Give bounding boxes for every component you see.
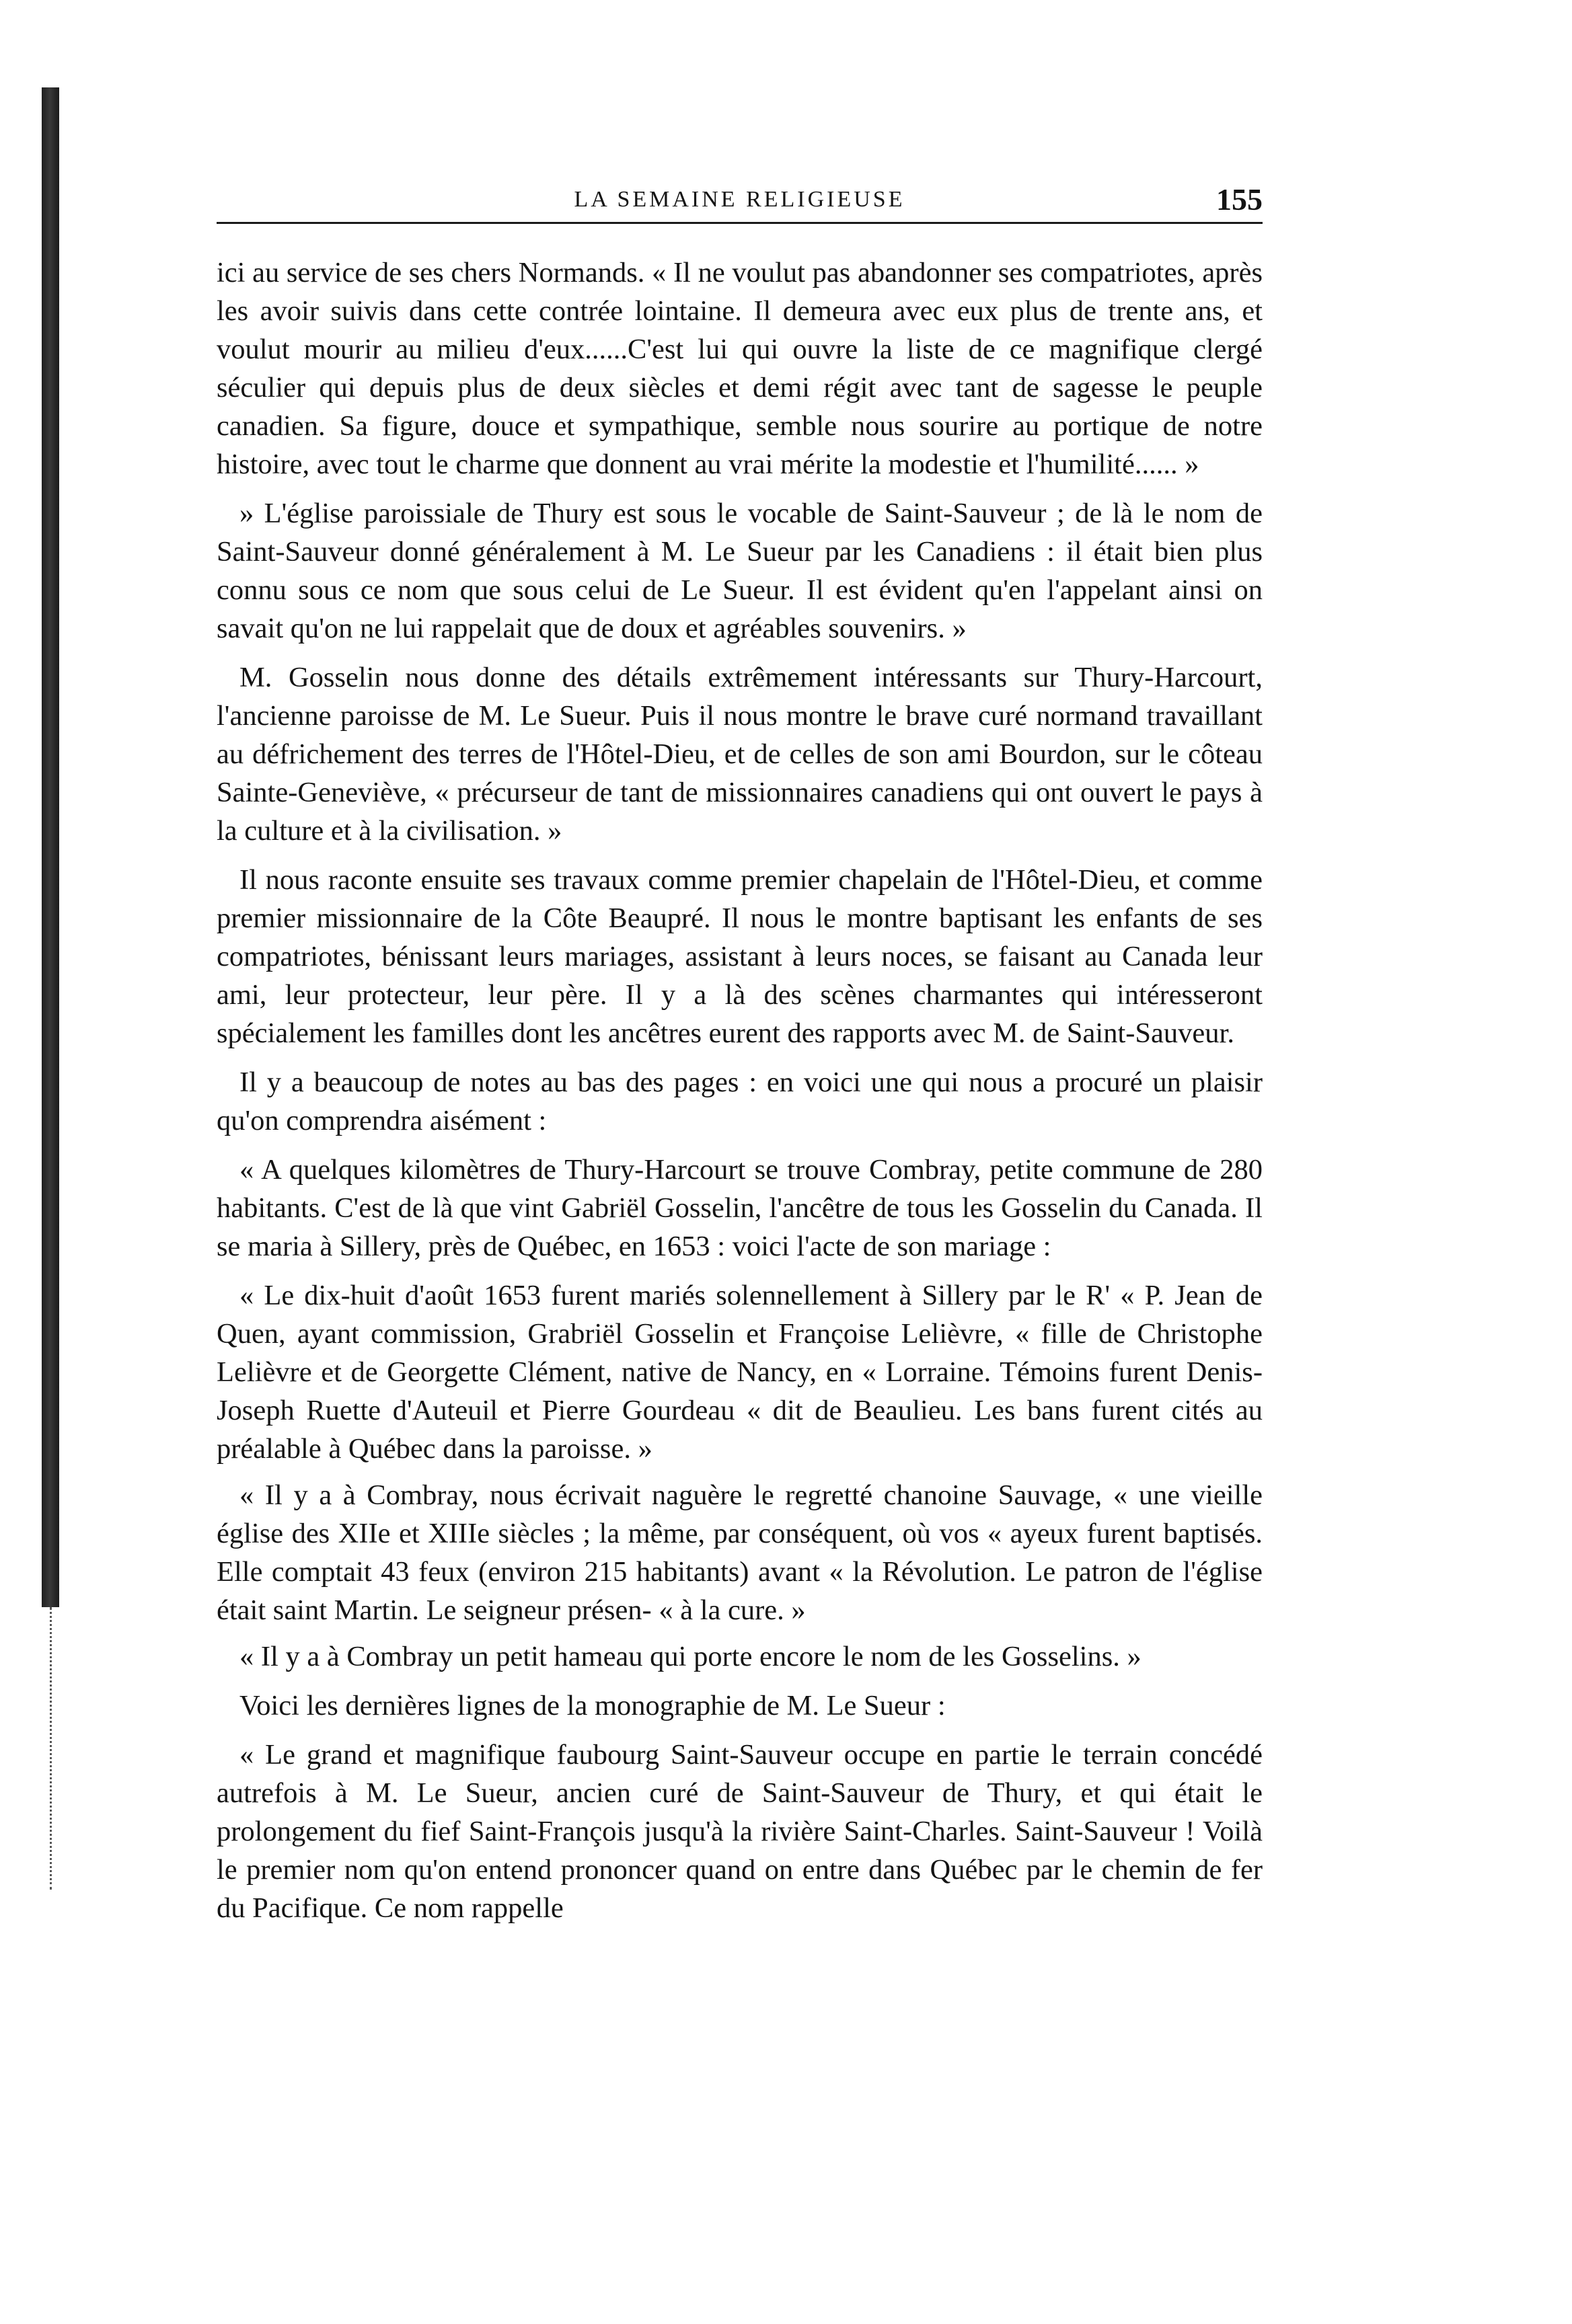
page-number: 155 — [1216, 182, 1263, 217]
paragraph: « Il y a à Combray un petit hameau qui porte encore le nom de les Gosselins. » — [239, 1641, 1141, 1672]
paragraph: Il y a beaucoup de notes au bas des pages : en voici une qui nous a procuré un plaisir qu'on comprendra aisément : — [217, 1067, 1263, 1136]
paragraph: Il nous raconte ensuite ses travaux comme premier chapelain de l'Hôtel-Dieu, et comme premier missionnaire de la Côte Beaupré. Il nous le montre baptisant les enfants de ses compatriotes, bénissant leurs mariages, assistant à leurs noces, se faisant au Canada leur ami, leur protecteur, leur père. Il y a là des scènes charmantes qui intéresseront spécialement les familles dont les ancêtres eurent des rapports avec M. de Saint-Sauveur. — [217, 864, 1263, 1049]
paragraph: M. Gosselin nous donne des détails extrêmement intéressants sur Thury-Harcourt, l'ancienne paroisse de M. Le Sueur. Puis il nous montre le brave curé normand travaillant au défrichement des terres de l'Hôtel-Dieu, et de celles de son ami Bourdon, sur le côteau Sainte-Geneviève, « précurseur de tant de missionnaires canadiens qui ont ouvert le pays à la culture et à la civilisation. » — [217, 662, 1263, 847]
quoted-marriage-record: « Le dix-huit d'août 1653 furent mariés solennellement à Sillery par le R' « P. Jean de Quen, ayant commission, Grabriël Gosselin et Françoise Lelièvre, « fille de Christophe Lelièvre et de Georgette Clément, native de Nancy, en « Lorraine. Témoins furent Denis-Joseph Ruette d'Auteuil et Pierre Gourdeau « dit de Beaulieu. Les bans furent cités au préalable à Québec dans la paroisse. » — [217, 1280, 1263, 1465]
page-edge-speckle — [50, 1607, 59, 1890]
quoted-letter: « Il y a à Combray, nous écrivait naguère le regretté chanoine Sauvage, « une vieille église des XIIe et XIIIe siècles ; la même, par conséquent, où vos « ayeux furent baptisés. Elle comptait 43 feux (environ 215 habitants) avant « la Révolution. Le patron de l'église était saint Martin. Le seigneur présen- « à la cure. » — [217, 1479, 1263, 1626]
paragraph: « Le grand et magnifique faubourg Saint-Sauveur occupe en partie le terrain concédé autrefois à M. Le Sueur, ancien curé de Saint-Sauveur de Thury, et qui était le prolongement du fief Saint-François jusqu'à la rivière Saint-Charles. Saint-Sauveur ! Voilà le premier nom qu'on entend prononcer quand on entre dans Québec par le chemin de fer du Pacifique. Ce nom rappelle — [217, 1739, 1263, 1924]
page-spine-shadow — [42, 87, 59, 1607]
paragraph: « A quelques kilomètres de Thury-Harcourt se trouve Combray, petite commune de 280 habitants. C'est de là que vint Gabriël Gosselin, l'ancêtre de tous les Gosselin du Canada. Il se maria à Sillery, près de Québec, en 1653 : voici l'acte de son mariage : — [217, 1154, 1263, 1262]
running-title: LA SEMAINE RELIGIEUSE — [574, 187, 905, 212]
paragraph: ici au service de ses chers Normands. « Il ne voulut pas abandonner ses compatriotes, après les avoir suivis dans cette contrée lointaine. Il demeura avec eux plus de trente ans, et voulut mourir au milieu d'eux......C'est lui qui ouvre la liste de ce magnifique clergé séculier qui depuis plus de deux siècles et demi régit avec tant de sagesse le peuple canadien. Sa figure, douce et sympathique, semble nous sourire au portique de notre histoire, avec tout le charme que donnent au vrai mérite la modestie et l'humilité...... » — [217, 257, 1263, 480]
body-text — [217, 254, 1263, 1927]
running-header — [217, 182, 1263, 224]
paragraph: Voici les dernières lignes de la monographie de M. Le Sueur : — [239, 1690, 946, 1721]
paragraph: » L'église paroissiale de Thury est sous le vocable de Saint-Sauveur ; de là le nom de Saint-Sauveur donné généralement à M. Le Sueur par les Canadiens : il était bien plus connu sous ce nom que sous celui de Le Sueur. Il est évident qu'en l'appelant ainsi on savait qu'on ne lui rappelait que de doux et agréables souvenirs. » — [217, 498, 1263, 644]
document-page — [217, 182, 1263, 1938]
